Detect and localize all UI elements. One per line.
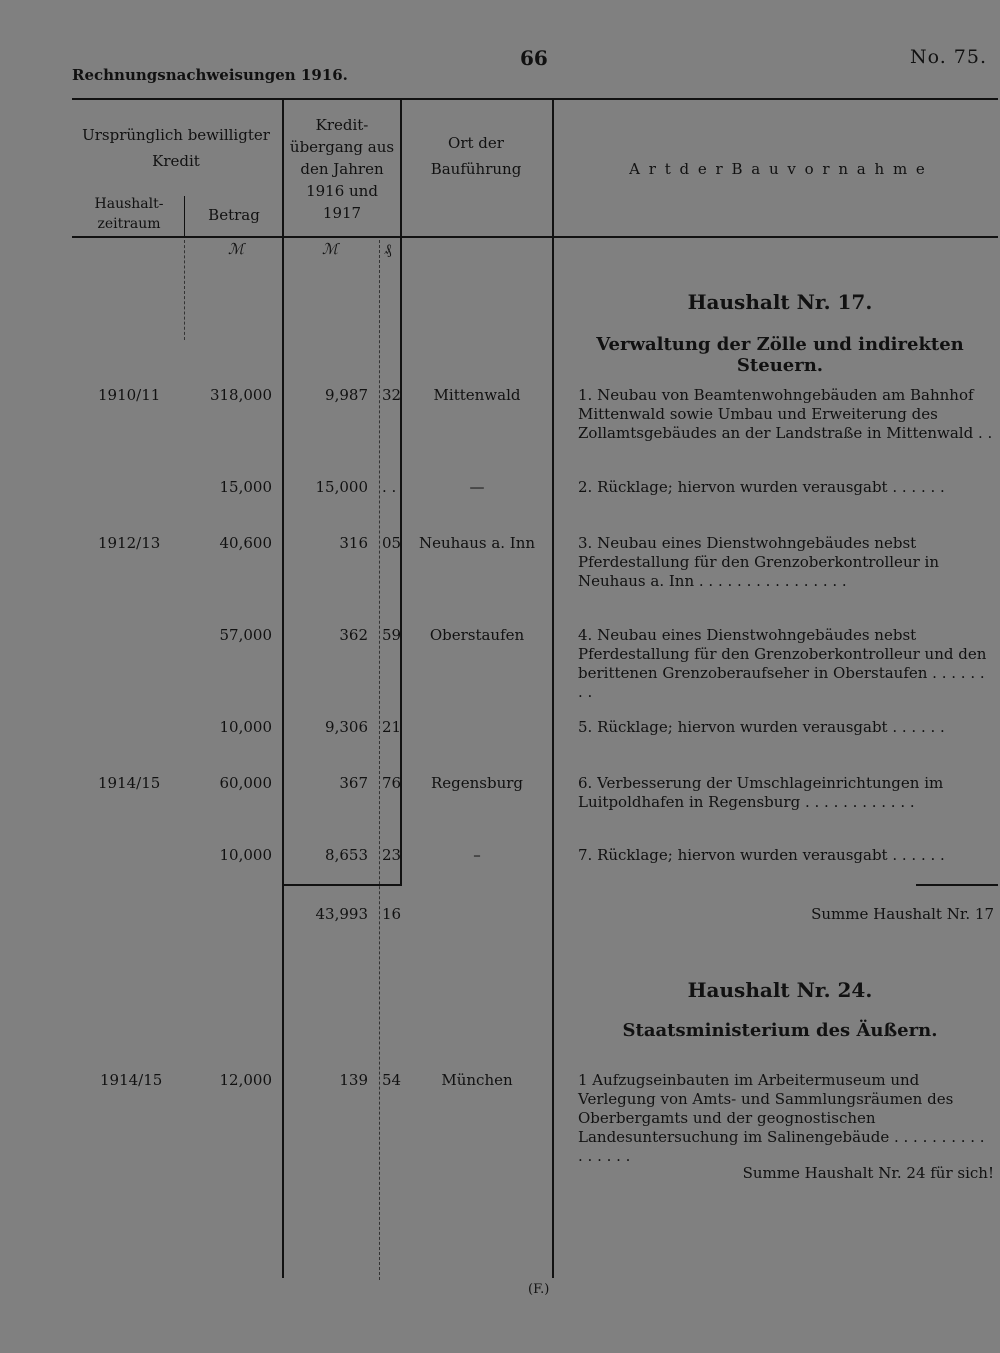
row-description: 7. Rücklage; hiervon wurden verausgabt . . . . . . [578,846,945,864]
unit-mark-transfer: ℳ [322,240,339,258]
row-pf: 23 [382,846,402,864]
row-pf: 05 [382,534,402,552]
column-divider [282,100,284,1278]
row-description: 4. Neubau eines Dienstwohngebäudes nebst Pferdestallung für den Grenzoberkontrolleur und den berittenen Grenzoberaufseher in Oberstaufen . . . . . . . . [578,626,987,701]
row-description: 2. Rücklage; hiervon wurden verausgabt . . . . . . [578,478,945,496]
section-title: Haushalt Nr. 17. [687,290,873,314]
row-period: 1914/15 [98,774,161,792]
footer-mark: (F.) [528,1282,550,1297]
row-mark: 8,653 [325,846,368,864]
row-description: 1 Aufzugseinbauten im Arbeitermuseum und Verlegung von Amts- und Sammlungsräumen des Oberbergamts und der geognostischen Landesuntersuchung im Salinengebäude . . . . . . . . . . . . . . . . [578,1071,985,1165]
row-place: — [469,478,485,496]
header-period: Haushalt-zeitraum [94,196,164,232]
table-top-rule [72,98,998,100]
section-title: Haushalt Nr. 24. [687,978,873,1002]
row-mark: 9,306 [325,718,368,736]
section-subtitle: Staatsministerium des Äußern. [622,1020,938,1041]
row-mark: 362 [339,626,368,644]
row-amount: 10,000 [219,718,272,736]
column-divider-dashed [184,240,185,340]
row-place: Mittenwald [433,386,521,404]
sum-label: Summe Haushalt Nr. 24 für sich! [742,1164,994,1182]
header-bottom-rule [72,236,998,238]
row-place: – [473,846,481,864]
row-pf: 59 [382,626,402,644]
sum-label: Summe Haushalt Nr. 17 [811,905,994,923]
sum-mark: 43,993 [315,905,368,923]
row-amount: 12,000 [219,1071,272,1089]
row-pf: . . [382,478,397,496]
pf-divider-dashed [379,240,380,1280]
row-amount: 318,000 [209,386,272,404]
row-amount: 57,000 [219,626,272,644]
sum-rule [284,884,402,886]
header-credit-group: Ursprünglich bewilligter Kredit [82,126,270,170]
row-place: München [441,1071,513,1089]
row-place: Neuhaus a. Inn [418,534,536,552]
column-divider [400,100,402,886]
row-period: 1914/15 [100,1071,163,1089]
row-description: 5. Rücklage; hiervon wurden verausgabt . . . . . . [578,718,945,736]
running-title: Rechnungsnachweisungen 1916. [72,66,348,84]
row-description: 1. Neubau von Beamtenwohngebäuden am Bahnhof Mittenwald sowie Umbau und Erweiterung des Zollamtsgebäudes an der Landstraße in Mittenwald . . [578,386,993,442]
page-number: 66 [520,46,548,70]
row-mark: 367 [339,774,368,792]
row-period: 1912/13 [98,534,161,552]
row-description: 6. Verbesserung der Umschlageinrichtungen im Luitpoldhafen in Regensburg . . . . . . . . . . . . [578,774,944,811]
unit-pfennig: ₰ [384,240,392,258]
document-number: No. 75. [910,46,988,68]
header-place: Ort der Bauführung [430,134,522,178]
row-amount: 10,000 [219,846,272,864]
sum-pf: 16 [382,905,402,923]
column-divider [552,100,554,1278]
row-mark: 139 [339,1071,368,1089]
section-subtitle: Verwaltung der Zölle und indirekten Steuern. [596,334,964,376]
row-mark: 316 [339,534,368,552]
row-place: Regensburg [430,774,524,792]
header-amount: Betrag [208,206,260,224]
unit-mark-amount: ℳ [228,240,245,258]
row-mark: 15,000 [315,478,368,496]
row-pf: 21 [382,718,402,736]
row-place: Oberstaufen [429,626,525,644]
row-pf: 76 [382,774,402,792]
row-amount: 15,000 [219,478,272,496]
row-mark: 9,987 [325,386,368,404]
row-pf: 54 [382,1071,402,1089]
sum-rule [916,884,998,886]
row-pf: 32 [382,386,402,404]
row-description: 3. Neubau eines Dienstwohngebäudes nebst Pferdestallung für den Grenzoberkontrolleur in Neuhaus a. Inn . . . . . . . . . . . . . . . . [578,534,939,590]
row-amount: 60,000 [219,774,272,792]
column-divider [184,196,185,236]
row-amount: 40,600 [219,534,272,552]
header-transfer: Kredit-übergang aus den Jahren 1916 und 1917 [289,116,395,222]
row-period: 1910/11 [98,386,161,404]
header-type: A r t d e r B a u v o r n a h m e [629,160,927,178]
